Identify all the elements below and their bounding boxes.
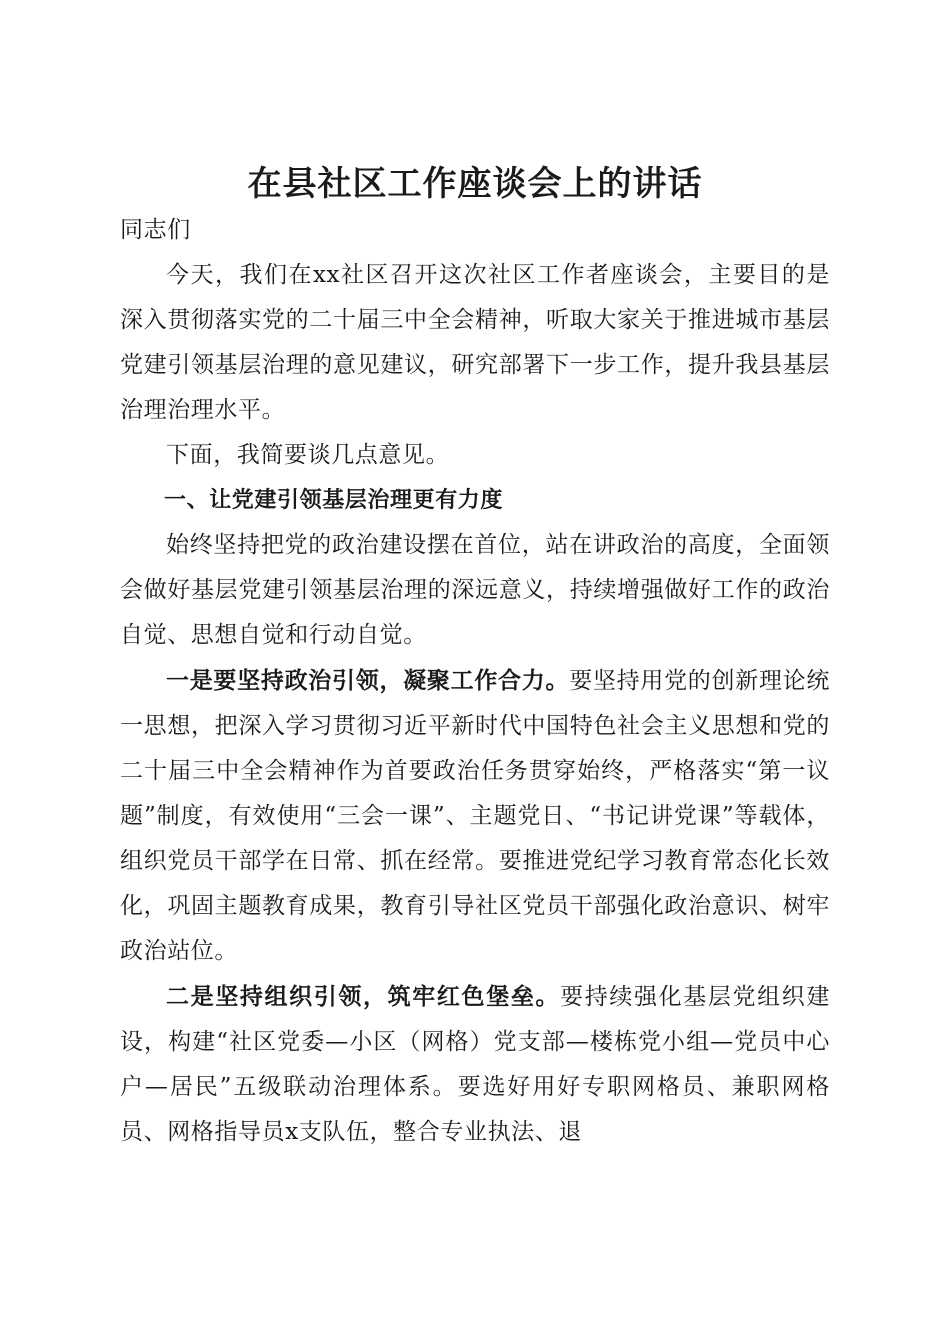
paragraph-point-1 [120,658,830,974]
page-title: 在县社区工作座谈会上的讲话 [247,163,703,204]
section-heading-1: 一、让党建引领基层治理更有力度 [164,488,504,513]
paragraph-transition: 下面，我简要谈几点意见。 [166,442,450,468]
salutation: 同志们 [120,217,191,243]
point-1-lead: 一是要坚持政治引领，凝聚工作合力。 [166,667,570,694]
document-body [120,208,830,1155]
point-2-lead: 二是坚持组织引领，筑牢红色堡垒。 [166,983,561,1010]
paragraph-point-2 [120,974,830,1155]
point-2-body: 要持续强化基层党组织建设，构建“社区党委—小区（网格）党支部—楼栋党小组—党员中心户—居民”五级联动治理体系。要选好用好专职网格员、兼职网格员、网格指导员x支队伍，整合专业执法、退 [120,984,830,1145]
paragraph-section1-intro: 始终坚持把党的政治建设摆在首位，站在讲政治的高度，全面领会做好基层党建引领基层治理的深远意义，持续增强做好工作的政治自觉、思想自觉和行动自觉。 [120,532,830,648]
point-1-body: 要坚持用党的创新理论统一思想，把深入学习贯彻习近平新时代中国特色社会主义思想和党的二十届三中全会精神作为首要政治任务贯穿始终，严格落实“第一议题”制度，有效使用“三会一课”、主题党日、“书记讲党课”等载体，组织党员干部学在日常、抓在经常。要推进党纪学习教育常态化长效化，巩固主题教育成果，教育引导社区党员干部强化政治意识、树牢政治站位。 [120,668,830,964]
paragraph-opening: 今天，我们在xx社区召开这次社区工作者座谈会，主要目的是深入贯彻落实党的二十届三中全会精神，听取大家关于推进城市基层党建引领基层治理的意见建议，研究部署下一步工作，提升我县基层治理治理水平。 [120,262,830,423]
